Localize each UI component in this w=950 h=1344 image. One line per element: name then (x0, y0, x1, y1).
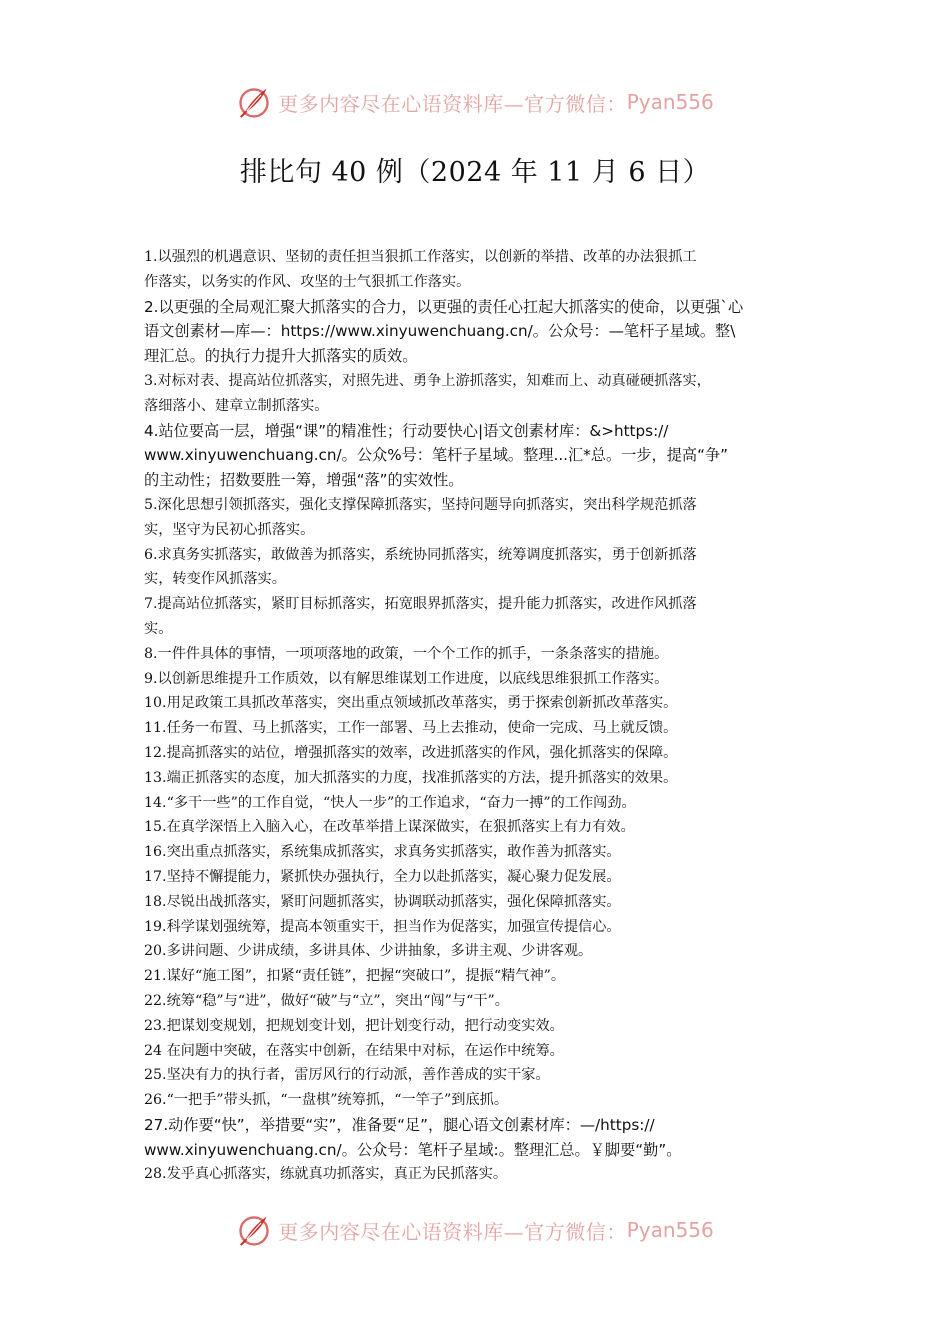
text-line: 19.科学谋划强统筹，提高本领重实干，担当作为促落实，加强宣传提信心。 (144, 918, 621, 935)
text-line: 1.以强烈的机遇意识、坚韧的责任担当狠抓工作落实，以创新的举措、改革的办法狠抓工 (144, 249, 697, 265)
document-body (144, 245, 812, 1187)
footer-banner-handle: Pyan556 (626, 1218, 714, 1242)
header-banner-handle: Pyan556 (626, 90, 714, 114)
text-line: 23.把谋划变规划，把规划变计划，把计划变行动，把行动变实效。 (144, 1017, 564, 1034)
header-banner (0, 82, 950, 122)
text-line: 24 在问题中突破，在落实中创新，在结果中对标，在运作中统筹。 (144, 1042, 564, 1059)
quill-logo-icon (236, 1212, 272, 1248)
text-line: 13.端正抓落实的态度，加大抓落实的力度，找准抓落实的方法，提升抓落实的效果。 (144, 769, 678, 786)
text-line: 7.提高站位抓落实，紧盯目标抓落实，拓宽眼界抓落实，提升能力抓落实，改进作风抓落 (144, 596, 697, 613)
text-line: 16.突出重点抓落实，系统集成抓落实，求真务实抓落实，敢作善为抓落实。 (144, 844, 621, 861)
text-line: 5.深化思想引领抓落实，强化支撑保障抓落实，坚持问题导向抓落实，突出科学规范抓落 (144, 496, 697, 513)
text-line: 的主动性；招数要胜一筹，增强“落”的实效性。 (144, 471, 464, 490)
text-line: 22.统筹“稳”与“进”，做好“破”与“立”，突出“闯”与“干”。 (144, 992, 509, 1009)
text-line: 3.对标对表、提高站位抓落实，对照先进、勇争上游抓落实，知难而上、动真碰硬抓落实， (144, 372, 711, 389)
text-line: 14.“多干一些”的工作自觉，“快人一步”的工作追求，“奋力一搏”的工作闯劲。 (144, 794, 636, 811)
text-line: 实，坚守为民初心抓落实。 (144, 521, 315, 538)
text-line: 语文创素材—库—：https://www.xinyuwenchuang.cn/。公众号：—笔杆子星域。整\ (144, 322, 736, 341)
text-line: 作落实，以务实的作风、攻坚的士气狠抓工作落实。 (144, 273, 471, 290)
text-line: 21.谋好“施工图”，扣紧“责任链”，把握“突破口”，提振“精气神”。 (144, 968, 566, 985)
text-line: 6.求真务实抓落实，敢做善为抓落实，系统协同抓落实，统筹调度抓落实，勇于创新抓落 (144, 546, 697, 563)
text-line: 8.一件件具体的事情，一项项落地的政策，一个个工作的抓手，一条条落实的措施。 (144, 645, 669, 662)
text-line: 25.坚决有力的执行者，雷厉风行的行动派，善作善成的实干家。 (144, 1067, 550, 1084)
text-line: 12.提高抓落实的站位，增强抓落实的效率，改进抓落实的作风，强化抓落实的保障。 (144, 744, 678, 761)
text-line: 4.站位要高一层，增强“课”的精准性；行动要快心|语文创素材库：&>https:// (144, 421, 669, 440)
text-line: 20.多讲问题、少讲成绩，多讲具体、少讲抽象，多讲主观、少讲客观。 (144, 943, 593, 960)
text-line: 9.以创新思维提升工作质效，以有解思维谋划工作进度，以底线思维狠抓工作落实。 (144, 670, 669, 687)
text-line: www.xinyuwenchuang.cn/。公众号：笔杆子星域:。整理汇总。￥脚要“勤”。 (144, 1140, 682, 1159)
text-line: 15.在真学深悟上入脑入心，在改革举措上谋深做实，在狠抓落实上有力有效。 (144, 819, 635, 836)
text-line: www.xinyuwenchuang.cn/。公众%号：笔杆子星域。整理...汇*总。一步，提高“争” (144, 446, 728, 465)
text-line: 11.任务一布置、马上抓落实，工作一部署、马上去推动，使命一完成、马上就反馈。 (144, 720, 678, 737)
text-line: 28.发乎真心抓落实，练就真功抓落实，真正为民抓落实。 (144, 1166, 508, 1183)
text-line: 26.“一把手”带头抓，“一盘棋”统筹抓，“一竿子”到底抓。 (144, 1092, 509, 1109)
text-line: 落细落小、建章立制抓落实。 (144, 397, 329, 414)
text-line: 理汇总。的执行力提升大抓落实的质效。 (144, 347, 418, 366)
document-title: 排比句 40 例（2024 年 11 月 6 日） (239, 157, 711, 188)
text-line: 27.动作要“快”，举措要“实”，准备要“足”，腿心语文创素材库：—/https:// (144, 1115, 655, 1134)
header-banner-text: 更多内容尽在心语资料库—官方微信： (278, 91, 627, 116)
footer-banner-inner (236, 1212, 714, 1248)
footer-banner (0, 1210, 950, 1250)
footer-banner-text: 更多内容尽在心语资料库—官方微信： (278, 1219, 627, 1244)
text-line: 2.以更强的全局观汇聚大抓落实的合力，以更强的责任心扛起大抓落实的使命，以更强`心 (144, 297, 744, 316)
text-line: 实。 (144, 620, 173, 637)
header-banner-inner (236, 84, 714, 120)
text-line: 17.坚持不懈提能力，紧抓快办强执行，全力以赴抓落实，凝心聚力促发展。 (144, 868, 621, 885)
text-line: 18.尽锐出战抓落实，紧盯问题抓落实，协调联动抓落实，强化保障抓落实。 (144, 893, 621, 910)
text-line: 实，转变作风抓落实。 (144, 571, 286, 588)
text-line: 10.用足政策工具抓改革落实，突出重点领域抓改革落实，勇于探索创新抓改革落实。 (144, 695, 678, 712)
quill-logo-icon (236, 84, 272, 120)
